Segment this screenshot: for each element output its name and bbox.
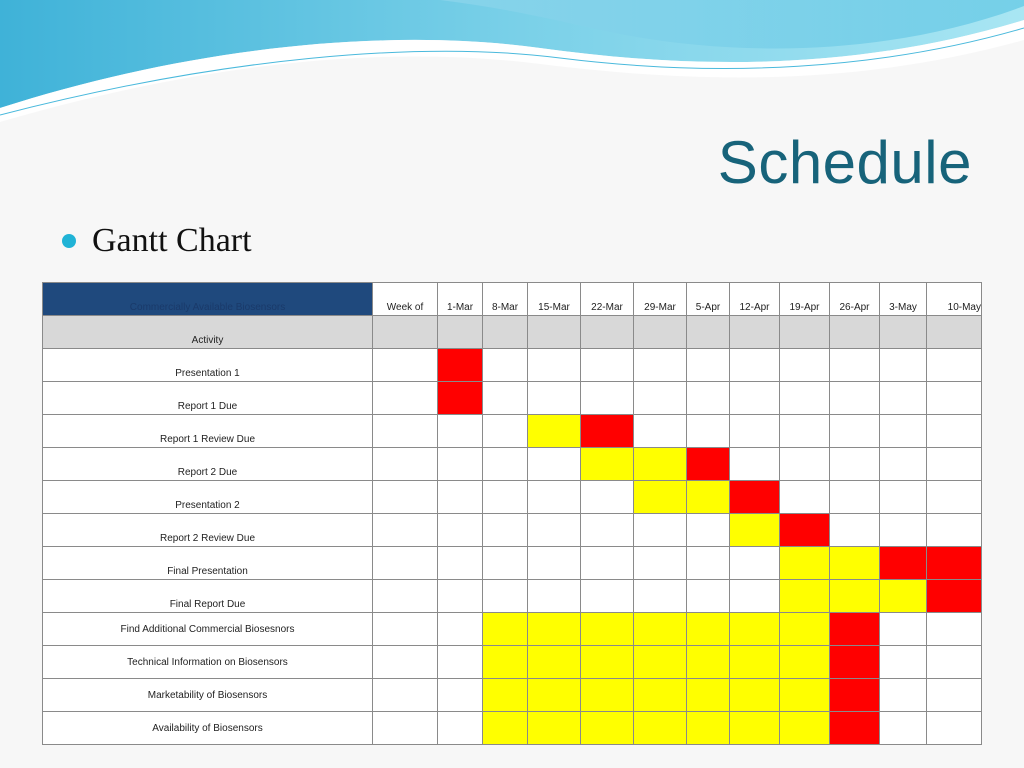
gantt-empty-cell	[687, 415, 730, 448]
gantt-empty-cell	[830, 382, 880, 415]
week-header-10: 10-May	[927, 283, 982, 316]
gantt-bar-yellow	[634, 481, 687, 514]
gantt-empty-cell	[880, 448, 927, 481]
gantt-empty-cell	[730, 349, 780, 382]
gantt-empty-cell	[528, 382, 581, 415]
gantt-bar-red	[830, 646, 880, 679]
activity-label: Activity	[43, 316, 373, 349]
gantt-empty-cell	[483, 349, 528, 382]
activity-blank-cell	[634, 316, 687, 349]
gantt-bar-yellow	[483, 679, 528, 712]
gantt-bar-yellow	[780, 712, 830, 745]
task-name: Report 2 Due	[43, 448, 373, 481]
gantt-empty-cell	[927, 679, 982, 712]
week-header-5: 5-Apr	[687, 283, 730, 316]
week-header-4: 29-Mar	[634, 283, 687, 316]
gantt-empty-cell	[483, 415, 528, 448]
gantt-bar-yellow	[780, 580, 830, 613]
task-name: Final Presentation	[43, 547, 373, 580]
week-header-1: 8-Mar	[483, 283, 528, 316]
gantt-empty-cell	[634, 382, 687, 415]
gantt-bar-yellow	[581, 448, 634, 481]
gantt-bar-yellow	[581, 646, 634, 679]
gantt-bar-yellow	[730, 646, 780, 679]
gantt-bar-yellow	[483, 613, 528, 646]
gantt-empty-cell	[927, 415, 982, 448]
gantt-task-row	[43, 613, 982, 646]
gantt-empty-cell	[730, 448, 780, 481]
gantt-empty-cell	[880, 481, 927, 514]
activity-blank-cell	[927, 316, 982, 349]
gantt-empty-cell	[730, 580, 780, 613]
gantt-header-label: Commercially Available Biosensors	[43, 283, 373, 316]
week-of-blank-cell	[373, 580, 438, 613]
gantt-empty-cell	[438, 448, 483, 481]
gantt-bar-red	[830, 613, 880, 646]
gantt-empty-cell	[927, 349, 982, 382]
gantt-bar-red	[687, 448, 730, 481]
week-header-2: 15-Mar	[528, 283, 581, 316]
gantt-bar-yellow	[634, 646, 687, 679]
gantt-bar-yellow	[730, 679, 780, 712]
gantt-empty-cell	[581, 547, 634, 580]
gantt-empty-cell	[927, 613, 982, 646]
gantt-empty-cell	[581, 382, 634, 415]
activity-blank-cell	[880, 316, 927, 349]
gantt-empty-cell	[927, 448, 982, 481]
task-name: Technical Information on Biosensors	[43, 646, 373, 679]
gantt-empty-cell	[581, 481, 634, 514]
gantt-empty-cell	[438, 514, 483, 547]
gantt-bar-yellow	[581, 712, 634, 745]
gantt-bar-yellow	[528, 646, 581, 679]
task-name: Report 1 Due	[43, 382, 373, 415]
gantt-bar-yellow	[780, 613, 830, 646]
gantt-empty-cell	[880, 349, 927, 382]
gantt-bar-yellow	[880, 580, 927, 613]
header-wave-decoration	[0, 0, 1024, 125]
gantt-task-row	[43, 382, 982, 415]
task-name: Final Report Due	[43, 580, 373, 613]
gantt-empty-cell	[780, 382, 830, 415]
gantt-bar-red	[927, 580, 982, 613]
gantt-task-row	[43, 514, 982, 547]
gantt-bar-yellow	[528, 415, 581, 448]
gantt-empty-cell	[830, 349, 880, 382]
gantt-empty-cell	[880, 679, 927, 712]
gantt-empty-cell	[581, 514, 634, 547]
gantt-task-row	[43, 481, 982, 514]
gantt-empty-cell	[780, 481, 830, 514]
gantt-task-row	[43, 415, 982, 448]
gantt-empty-cell	[438, 547, 483, 580]
gantt-empty-cell	[780, 415, 830, 448]
week-of-blank-cell	[373, 415, 438, 448]
gantt-bar-yellow	[581, 613, 634, 646]
activity-blank-cell	[373, 316, 438, 349]
week-header-0: 1-Mar	[438, 283, 483, 316]
gantt-empty-cell	[483, 481, 528, 514]
gantt-bar-yellow	[528, 712, 581, 745]
gantt-bar-yellow	[634, 448, 687, 481]
bullet-dot-icon	[62, 234, 76, 248]
gantt-empty-cell	[687, 349, 730, 382]
gantt-task-row	[43, 679, 982, 712]
gantt-bar-red	[880, 547, 927, 580]
week-header-8: 26-Apr	[830, 283, 880, 316]
task-name: Report 2 Review Due	[43, 514, 373, 547]
gantt-bar-yellow	[730, 613, 780, 646]
gantt-empty-cell	[830, 448, 880, 481]
gantt-empty-cell	[927, 382, 982, 415]
gantt-bar-yellow	[528, 679, 581, 712]
gantt-empty-cell	[927, 646, 982, 679]
task-name: Report 1 Review Due	[43, 415, 373, 448]
gantt-bar-red	[730, 481, 780, 514]
gantt-empty-cell	[687, 547, 730, 580]
gantt-chart-table	[42, 282, 982, 745]
gantt-bar-yellow	[830, 547, 880, 580]
week-of-blank-cell	[373, 349, 438, 382]
gantt-empty-cell	[880, 382, 927, 415]
week-of-blank-cell	[373, 481, 438, 514]
gantt-empty-cell	[634, 415, 687, 448]
gantt-bar-red	[780, 514, 830, 547]
gantt-bar-yellow	[634, 679, 687, 712]
week-of-blank-cell	[373, 448, 438, 481]
gantt-empty-cell	[634, 514, 687, 547]
activity-blank-cell	[483, 316, 528, 349]
gantt-empty-cell	[483, 382, 528, 415]
gantt-header-row	[43, 283, 982, 316]
gantt-empty-cell	[438, 415, 483, 448]
gantt-bar-yellow	[687, 613, 730, 646]
task-name: Availability of Biosensors	[43, 712, 373, 745]
gantt-empty-cell	[880, 514, 927, 547]
gantt-bar-yellow	[780, 547, 830, 580]
gantt-bar-yellow	[483, 712, 528, 745]
task-name: Marketability of Biosensors	[43, 679, 373, 712]
week-of-blank-cell	[373, 646, 438, 679]
slide-title: Schedule	[717, 129, 972, 196]
week-of-label: Week of	[373, 283, 438, 316]
activity-blank-cell	[687, 316, 730, 349]
gantt-empty-cell	[438, 580, 483, 613]
gantt-empty-cell	[880, 415, 927, 448]
gantt-task-row	[43, 349, 982, 382]
activity-blank-cell	[581, 316, 634, 349]
gantt-empty-cell	[927, 481, 982, 514]
gantt-empty-cell	[927, 514, 982, 547]
gantt-empty-cell	[880, 613, 927, 646]
gantt-empty-cell	[880, 646, 927, 679]
gantt-empty-cell	[581, 580, 634, 613]
gantt-bar-red	[581, 415, 634, 448]
activity-blank-cell	[438, 316, 483, 349]
gantt-empty-cell	[581, 349, 634, 382]
task-name: Find Additional Commercial Biosesnors	[43, 613, 373, 646]
activity-blank-cell	[830, 316, 880, 349]
gantt-empty-cell	[687, 382, 730, 415]
gantt-task-row	[43, 712, 982, 745]
gantt-bar-yellow	[780, 646, 830, 679]
gantt-activity-row	[43, 316, 982, 349]
gantt-bar-red	[438, 349, 483, 382]
gantt-empty-cell	[687, 514, 730, 547]
gantt-empty-cell	[528, 547, 581, 580]
task-name: Presentation 1	[43, 349, 373, 382]
activity-blank-cell	[730, 316, 780, 349]
activity-blank-cell	[528, 316, 581, 349]
gantt-bar-yellow	[687, 646, 730, 679]
week-header-6: 12-Apr	[730, 283, 780, 316]
gantt-bar-yellow	[634, 613, 687, 646]
gantt-bar-red	[927, 547, 982, 580]
gantt-bar-red	[830, 712, 880, 745]
gantt-task-row	[43, 580, 982, 613]
gantt-bar-yellow	[730, 514, 780, 547]
gantt-empty-cell	[438, 712, 483, 745]
gantt-empty-cell	[830, 481, 880, 514]
gantt-empty-cell	[528, 580, 581, 613]
gantt-empty-cell	[483, 448, 528, 481]
gantt-empty-cell	[528, 514, 581, 547]
gantt-empty-cell	[634, 580, 687, 613]
gantt-bar-yellow	[634, 712, 687, 745]
gantt-empty-cell	[927, 712, 982, 745]
gantt-empty-cell	[438, 646, 483, 679]
week-of-blank-cell	[373, 382, 438, 415]
week-of-blank-cell	[373, 712, 438, 745]
gantt-empty-cell	[780, 349, 830, 382]
gantt-empty-cell	[730, 382, 780, 415]
gantt-task-row	[43, 448, 982, 481]
gantt-empty-cell	[438, 679, 483, 712]
gantt-bar-yellow	[780, 679, 830, 712]
week-header-9: 3-May	[880, 283, 927, 316]
gantt-empty-cell	[483, 547, 528, 580]
gantt-empty-cell	[438, 481, 483, 514]
gantt-empty-cell	[687, 580, 730, 613]
task-name: Presentation 2	[43, 481, 373, 514]
gantt-empty-cell	[730, 547, 780, 580]
gantt-task-row	[43, 547, 982, 580]
gantt-bar-yellow	[830, 580, 880, 613]
gantt-bar-yellow	[581, 679, 634, 712]
bullet-item	[62, 222, 252, 260]
gantt-empty-cell	[880, 712, 927, 745]
week-of-blank-cell	[373, 514, 438, 547]
gantt-bar-yellow	[687, 712, 730, 745]
gantt-bar-red	[438, 382, 483, 415]
bullet-text: Gantt Chart	[92, 222, 252, 259]
gantt-bar-yellow	[730, 712, 780, 745]
gantt-empty-cell	[780, 448, 830, 481]
gantt-empty-cell	[528, 448, 581, 481]
gantt-empty-cell	[830, 514, 880, 547]
week-header-7: 19-Apr	[780, 283, 830, 316]
gantt-task-row	[43, 646, 982, 679]
week-of-blank-cell	[373, 613, 438, 646]
gantt-empty-cell	[830, 415, 880, 448]
gantt-empty-cell	[438, 613, 483, 646]
week-of-blank-cell	[373, 679, 438, 712]
activity-blank-cell	[780, 316, 830, 349]
gantt-bar-red	[830, 679, 880, 712]
gantt-empty-cell	[528, 481, 581, 514]
gantt-bar-yellow	[483, 646, 528, 679]
gantt-empty-cell	[634, 547, 687, 580]
gantt-bar-yellow	[687, 679, 730, 712]
gantt-bar-yellow	[687, 481, 730, 514]
gantt-empty-cell	[483, 514, 528, 547]
gantt-empty-cell	[483, 580, 528, 613]
gantt-empty-cell	[634, 349, 687, 382]
gantt-bar-yellow	[528, 613, 581, 646]
week-of-blank-cell	[373, 547, 438, 580]
gantt-empty-cell	[528, 349, 581, 382]
week-header-3: 22-Mar	[581, 283, 634, 316]
gantt-empty-cell	[730, 415, 780, 448]
